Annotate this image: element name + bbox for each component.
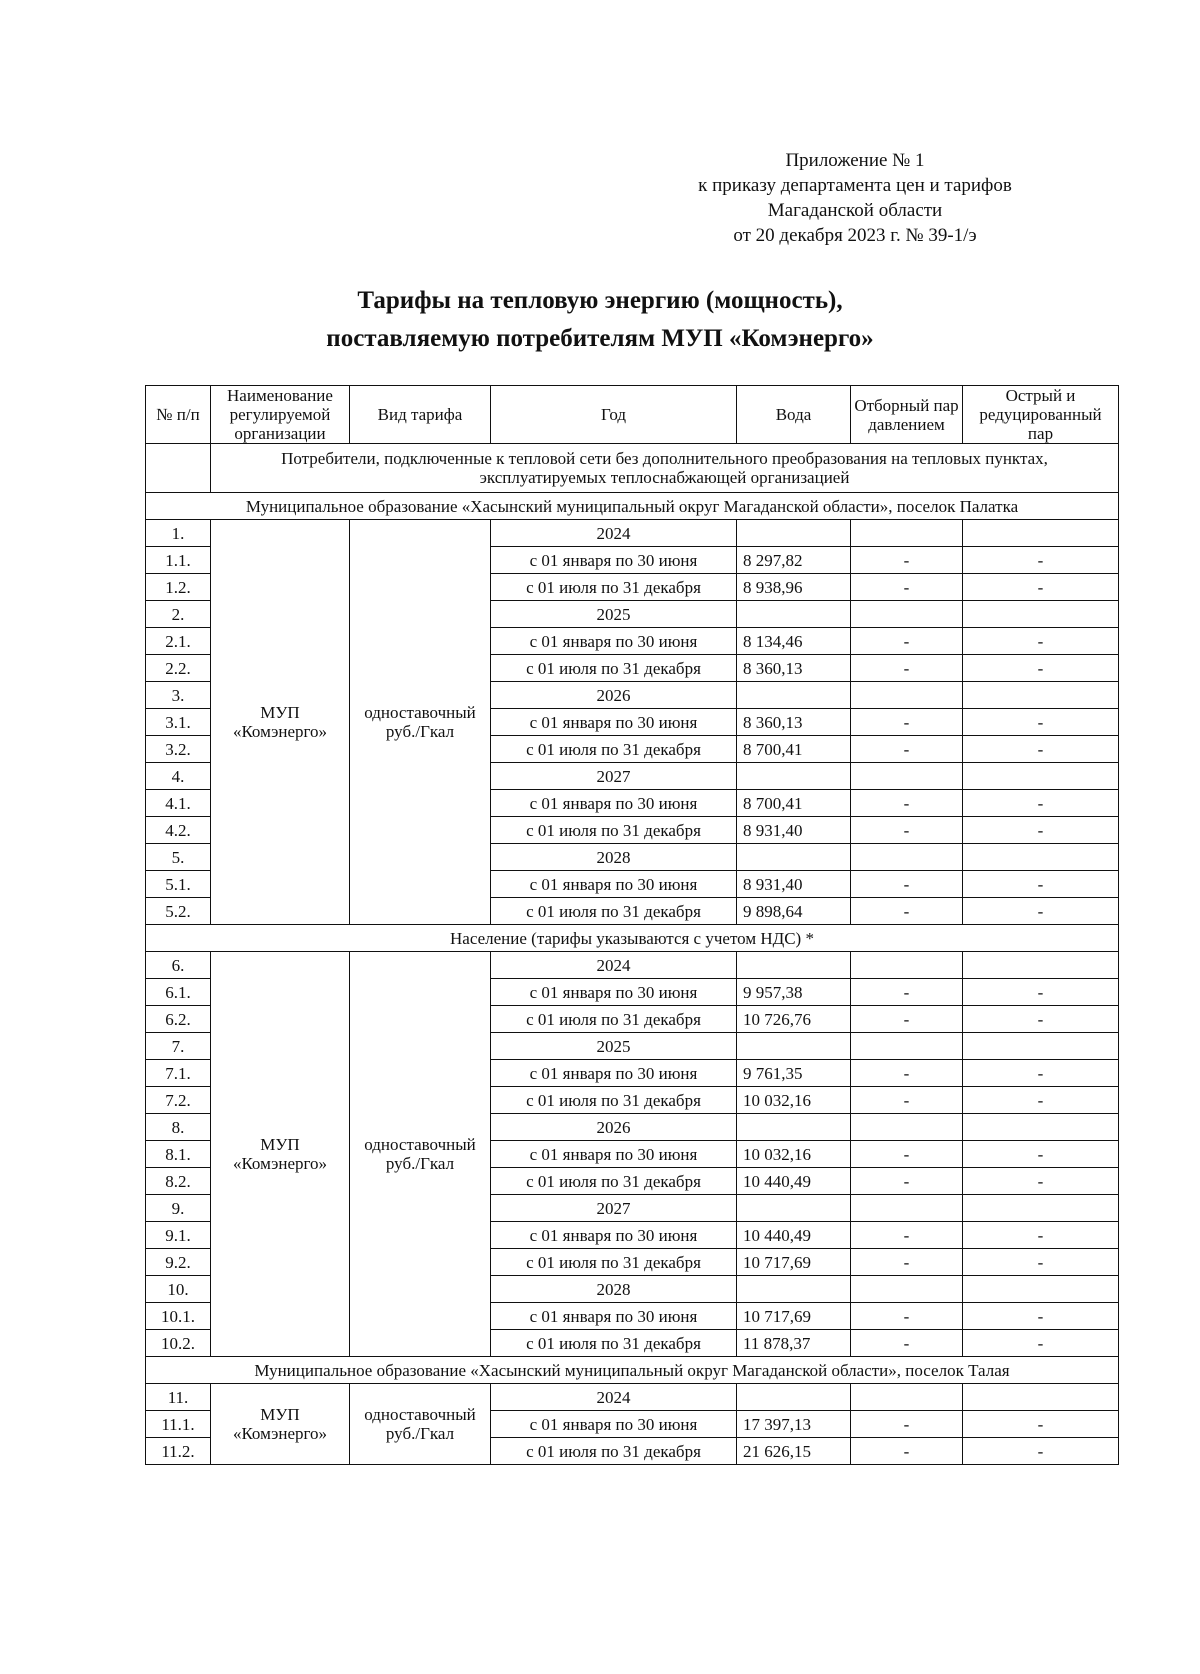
sharp-steam-value: -: [963, 574, 1119, 601]
empty-cell: [737, 682, 851, 709]
row-number: 3.: [146, 682, 211, 709]
year-cell: 2025: [491, 1033, 737, 1060]
selected-steam-value: -: [851, 547, 963, 574]
period-cell: с 01 января по 30 июня: [491, 790, 737, 817]
water-value: 8 700,41: [737, 736, 851, 763]
sharp-steam-value: -: [963, 1141, 1119, 1168]
water-value: 10 032,16: [737, 1087, 851, 1114]
row-number: 1.1.: [146, 547, 211, 574]
sharp-steam-value: -: [963, 1438, 1119, 1465]
selected-steam-value: -: [851, 790, 963, 817]
row-number: 10.: [146, 1276, 211, 1303]
selected-steam-value: -: [851, 1141, 963, 1168]
water-value: 9 957,38: [737, 979, 851, 1006]
row-number: 2.1.: [146, 628, 211, 655]
empty-cell: [851, 520, 963, 547]
period-cell: с 01 января по 30 июня: [491, 871, 737, 898]
row-number: 3.2.: [146, 736, 211, 763]
row-number: 9.2.: [146, 1249, 211, 1276]
row-number: 8.2.: [146, 1168, 211, 1195]
header-tariff-type: Вид тарифа: [350, 386, 491, 444]
period-cell: с 01 июля по 31 декабря: [491, 1438, 737, 1465]
year-cell: 2028: [491, 844, 737, 871]
empty-cell: [963, 1276, 1119, 1303]
sharp-steam-value: -: [963, 1222, 1119, 1249]
selected-steam-value: -: [851, 1249, 963, 1276]
water-value: 8 938,96: [737, 574, 851, 601]
water-value: 10 440,49: [737, 1168, 851, 1195]
appendix-order-ref: к приказу департамента цен и тарифов: [698, 175, 1012, 196]
row-number: 4.1.: [146, 790, 211, 817]
section-population-row: [146, 925, 1119, 952]
water-value: 10 717,69: [737, 1303, 851, 1330]
period-cell: с 01 января по 30 июня: [491, 1411, 737, 1438]
section-consumers-empty: [146, 444, 211, 493]
water-value: 17 397,13: [737, 1411, 851, 1438]
header-sharp-steam: Острый и редуцированный пар: [963, 386, 1119, 444]
row-number: 8.1.: [146, 1141, 211, 1168]
year-cell: 2027: [491, 763, 737, 790]
water-value: 8 931,40: [737, 871, 851, 898]
row-number: 4.: [146, 763, 211, 790]
header-year: Год: [491, 386, 737, 444]
row-number: 2.: [146, 601, 211, 628]
sharp-steam-value: -: [963, 871, 1119, 898]
empty-cell: [963, 1114, 1119, 1141]
selected-steam-value: -: [851, 1168, 963, 1195]
row-number: 5.: [146, 844, 211, 871]
selected-steam-value: -: [851, 1303, 963, 1330]
year-cell: 2028: [491, 1276, 737, 1303]
sharp-steam-value: -: [963, 790, 1119, 817]
selected-steam-value: -: [851, 898, 963, 925]
appendix-date: от 20 декабря 2023 г. № 39-1/э: [733, 225, 977, 246]
org-name: МУП «Комэнерго»: [211, 520, 350, 925]
sharp-steam-value: -: [963, 547, 1119, 574]
period-cell: с 01 июля по 31 декабря: [491, 898, 737, 925]
sharp-steam-value: -: [963, 1060, 1119, 1087]
org-name: МУП «Комэнерго»: [211, 1384, 350, 1465]
row-number: 3.1.: [146, 709, 211, 736]
row-number: 5.1.: [146, 871, 211, 898]
selected-steam-value: -: [851, 1411, 963, 1438]
period-cell: с 01 июля по 31 декабря: [491, 1330, 737, 1357]
selected-steam-value: -: [851, 1222, 963, 1249]
period-cell: с 01 января по 30 июня: [491, 1303, 737, 1330]
period-cell: с 01 января по 30 июня: [491, 1141, 737, 1168]
empty-cell: [851, 952, 963, 979]
row-number: 9.: [146, 1195, 211, 1222]
header-water: Вода: [737, 386, 851, 444]
period-cell: с 01 июля по 31 декабря: [491, 574, 737, 601]
water-value: 9 898,64: [737, 898, 851, 925]
empty-cell: [851, 1276, 963, 1303]
period-cell: с 01 января по 30 июня: [491, 628, 737, 655]
municipality-palatka-row: [146, 493, 1119, 520]
water-value: 10 717,69: [737, 1249, 851, 1276]
title-line-2: поставляемую потребителям МУП «Комэнерго»: [326, 325, 874, 352]
water-value: 8 297,82: [737, 547, 851, 574]
empty-cell: [737, 844, 851, 871]
sharp-steam-value: -: [963, 628, 1119, 655]
sharp-steam-value: -: [963, 736, 1119, 763]
water-value: 8 931,40: [737, 817, 851, 844]
row-number: 4.2.: [146, 817, 211, 844]
appendix-reference: [640, 148, 1070, 248]
sharp-steam-value: -: [963, 898, 1119, 925]
row-number: 2.2.: [146, 655, 211, 682]
header-selected-steam: Отборный пар давлением: [851, 386, 963, 444]
row-number: 11.1.: [146, 1411, 211, 1438]
empty-cell: [737, 520, 851, 547]
period-cell: с 01 июля по 31 декабря: [491, 1168, 737, 1195]
tariff-table: [145, 385, 1119, 1465]
empty-cell: [851, 682, 963, 709]
org-name: МУП «Комэнерго»: [211, 952, 350, 1357]
sharp-steam-value: -: [963, 817, 1119, 844]
period-cell: с 01 января по 30 июня: [491, 1060, 737, 1087]
sharp-steam-value: -: [963, 709, 1119, 736]
row-number: 7.1.: [146, 1060, 211, 1087]
period-cell: с 01 июля по 31 декабря: [491, 655, 737, 682]
selected-steam-value: -: [851, 871, 963, 898]
sharp-steam-value: -: [963, 979, 1119, 1006]
empty-cell: [963, 844, 1119, 871]
selected-steam-value: -: [851, 979, 963, 1006]
row-number: 6.1.: [146, 979, 211, 1006]
period-cell: с 01 июля по 31 декабря: [491, 817, 737, 844]
year-row: [146, 520, 1119, 547]
year-cell: 2026: [491, 1114, 737, 1141]
year-cell: 2024: [491, 952, 737, 979]
tariff-type: одноставочный руб./Гкал: [350, 520, 491, 925]
municipality-palatka-label: Муниципальное образование «Хасынский муниципальный округ Магаданской области», поселок Палатка: [146, 493, 1119, 520]
period-cell: с 01 января по 30 июня: [491, 1222, 737, 1249]
selected-steam-value: -: [851, 1087, 963, 1114]
empty-cell: [737, 1114, 851, 1141]
empty-cell: [963, 601, 1119, 628]
section-consumers-row: [146, 444, 1119, 493]
year-row: [146, 952, 1119, 979]
empty-cell: [851, 1384, 963, 1411]
municipality-talaya-row: [146, 1357, 1119, 1384]
row-number: 7.2.: [146, 1087, 211, 1114]
header-num: № п/п: [146, 386, 211, 444]
selected-steam-value: -: [851, 1060, 963, 1087]
sharp-steam-value: -: [963, 1249, 1119, 1276]
empty-cell: [963, 763, 1119, 790]
sharp-steam-value: -: [963, 655, 1119, 682]
period-cell: с 01 июля по 31 декабря: [491, 1006, 737, 1033]
water-value: 10 440,49: [737, 1222, 851, 1249]
empty-cell: [963, 520, 1119, 547]
empty-cell: [851, 1114, 963, 1141]
sharp-steam-value: -: [963, 1006, 1119, 1033]
row-number: 1.2.: [146, 574, 211, 601]
water-value: 10 032,16: [737, 1141, 851, 1168]
row-number: 7.: [146, 1033, 211, 1060]
period-cell: с 01 июля по 31 декабря: [491, 1249, 737, 1276]
selected-steam-value: -: [851, 817, 963, 844]
year-row: [146, 1384, 1119, 1411]
empty-cell: [851, 1195, 963, 1222]
row-number: 1.: [146, 520, 211, 547]
water-value: 8 134,46: [737, 628, 851, 655]
selected-steam-value: -: [851, 736, 963, 763]
year-cell: 2026: [491, 682, 737, 709]
year-cell: 2024: [491, 1384, 737, 1411]
empty-cell: [963, 1033, 1119, 1060]
water-value: 8 700,41: [737, 790, 851, 817]
sharp-steam-value: -: [963, 1411, 1119, 1438]
sharp-steam-value: -: [963, 1087, 1119, 1114]
empty-cell: [737, 763, 851, 790]
year-cell: 2027: [491, 1195, 737, 1222]
water-value: 9 761,35: [737, 1060, 851, 1087]
row-number: 11.2.: [146, 1438, 211, 1465]
selected-steam-value: -: [851, 655, 963, 682]
selected-steam-value: -: [851, 1006, 963, 1033]
row-number: 6.: [146, 952, 211, 979]
document-title: [0, 282, 1200, 358]
row-number: 8.: [146, 1114, 211, 1141]
row-number: 10.1.: [146, 1303, 211, 1330]
empty-cell: [851, 1033, 963, 1060]
appendix-number: Приложение № 1: [785, 150, 925, 171]
period-cell: с 01 января по 30 июня: [491, 709, 737, 736]
title-line-1: Тарифы на тепловую энергию (мощность),: [357, 287, 843, 314]
empty-cell: [963, 682, 1119, 709]
period-cell: с 01 января по 30 июня: [491, 547, 737, 574]
tariff-type: одноставочный руб./Гкал: [350, 1384, 491, 1465]
sharp-steam-value: -: [963, 1303, 1119, 1330]
row-number: 5.2.: [146, 898, 211, 925]
tariff-type: одноставочный руб./Гкал: [350, 952, 491, 1357]
sharp-steam-value: -: [963, 1168, 1119, 1195]
period-cell: с 01 января по 30 июня: [491, 979, 737, 1006]
row-number: 10.2.: [146, 1330, 211, 1357]
water-value: 8 360,13: [737, 709, 851, 736]
empty-cell: [963, 952, 1119, 979]
water-value: 21 626,15: [737, 1438, 851, 1465]
selected-steam-value: -: [851, 628, 963, 655]
selected-steam-value: -: [851, 709, 963, 736]
water-value: 11 878,37: [737, 1330, 851, 1357]
section-consumers-label: Потребители, подключенные к тепловой сети без дополнительного преобразования на тепловых пунктах, эксплуатируемых теплоснабжающей организацией: [211, 444, 1119, 493]
section-population-label: Население (тарифы указываются с учетом НДС) *: [146, 925, 1119, 952]
selected-steam-value: -: [851, 1330, 963, 1357]
empty-cell: [737, 1195, 851, 1222]
empty-cell: [737, 1384, 851, 1411]
empty-cell: [851, 601, 963, 628]
empty-cell: [737, 1276, 851, 1303]
selected-steam-value: -: [851, 574, 963, 601]
row-number: 6.2.: [146, 1006, 211, 1033]
empty-cell: [851, 763, 963, 790]
year-cell: 2024: [491, 520, 737, 547]
empty-cell: [737, 1033, 851, 1060]
selected-steam-value: -: [851, 1438, 963, 1465]
water-value: 8 360,13: [737, 655, 851, 682]
municipality-talaya-label: Муниципальное образование «Хасынский муниципальный округ Магаданской области», поселок Талая: [146, 1357, 1119, 1384]
water-value: 10 726,76: [737, 1006, 851, 1033]
period-cell: с 01 июля по 31 декабря: [491, 1087, 737, 1114]
row-number: 11.: [146, 1384, 211, 1411]
empty-cell: [737, 601, 851, 628]
year-cell: 2025: [491, 601, 737, 628]
empty-cell: [737, 952, 851, 979]
appendix-region: Магаданской области: [767, 200, 943, 221]
sharp-steam-value: -: [963, 1330, 1119, 1357]
row-number: 9.1.: [146, 1222, 211, 1249]
empty-cell: [963, 1384, 1119, 1411]
period-cell: с 01 июля по 31 декабря: [491, 736, 737, 763]
empty-cell: [851, 844, 963, 871]
empty-cell: [963, 1195, 1119, 1222]
table-header-row: [146, 386, 1119, 444]
header-org: Наименование регулируемой организации: [211, 386, 350, 444]
